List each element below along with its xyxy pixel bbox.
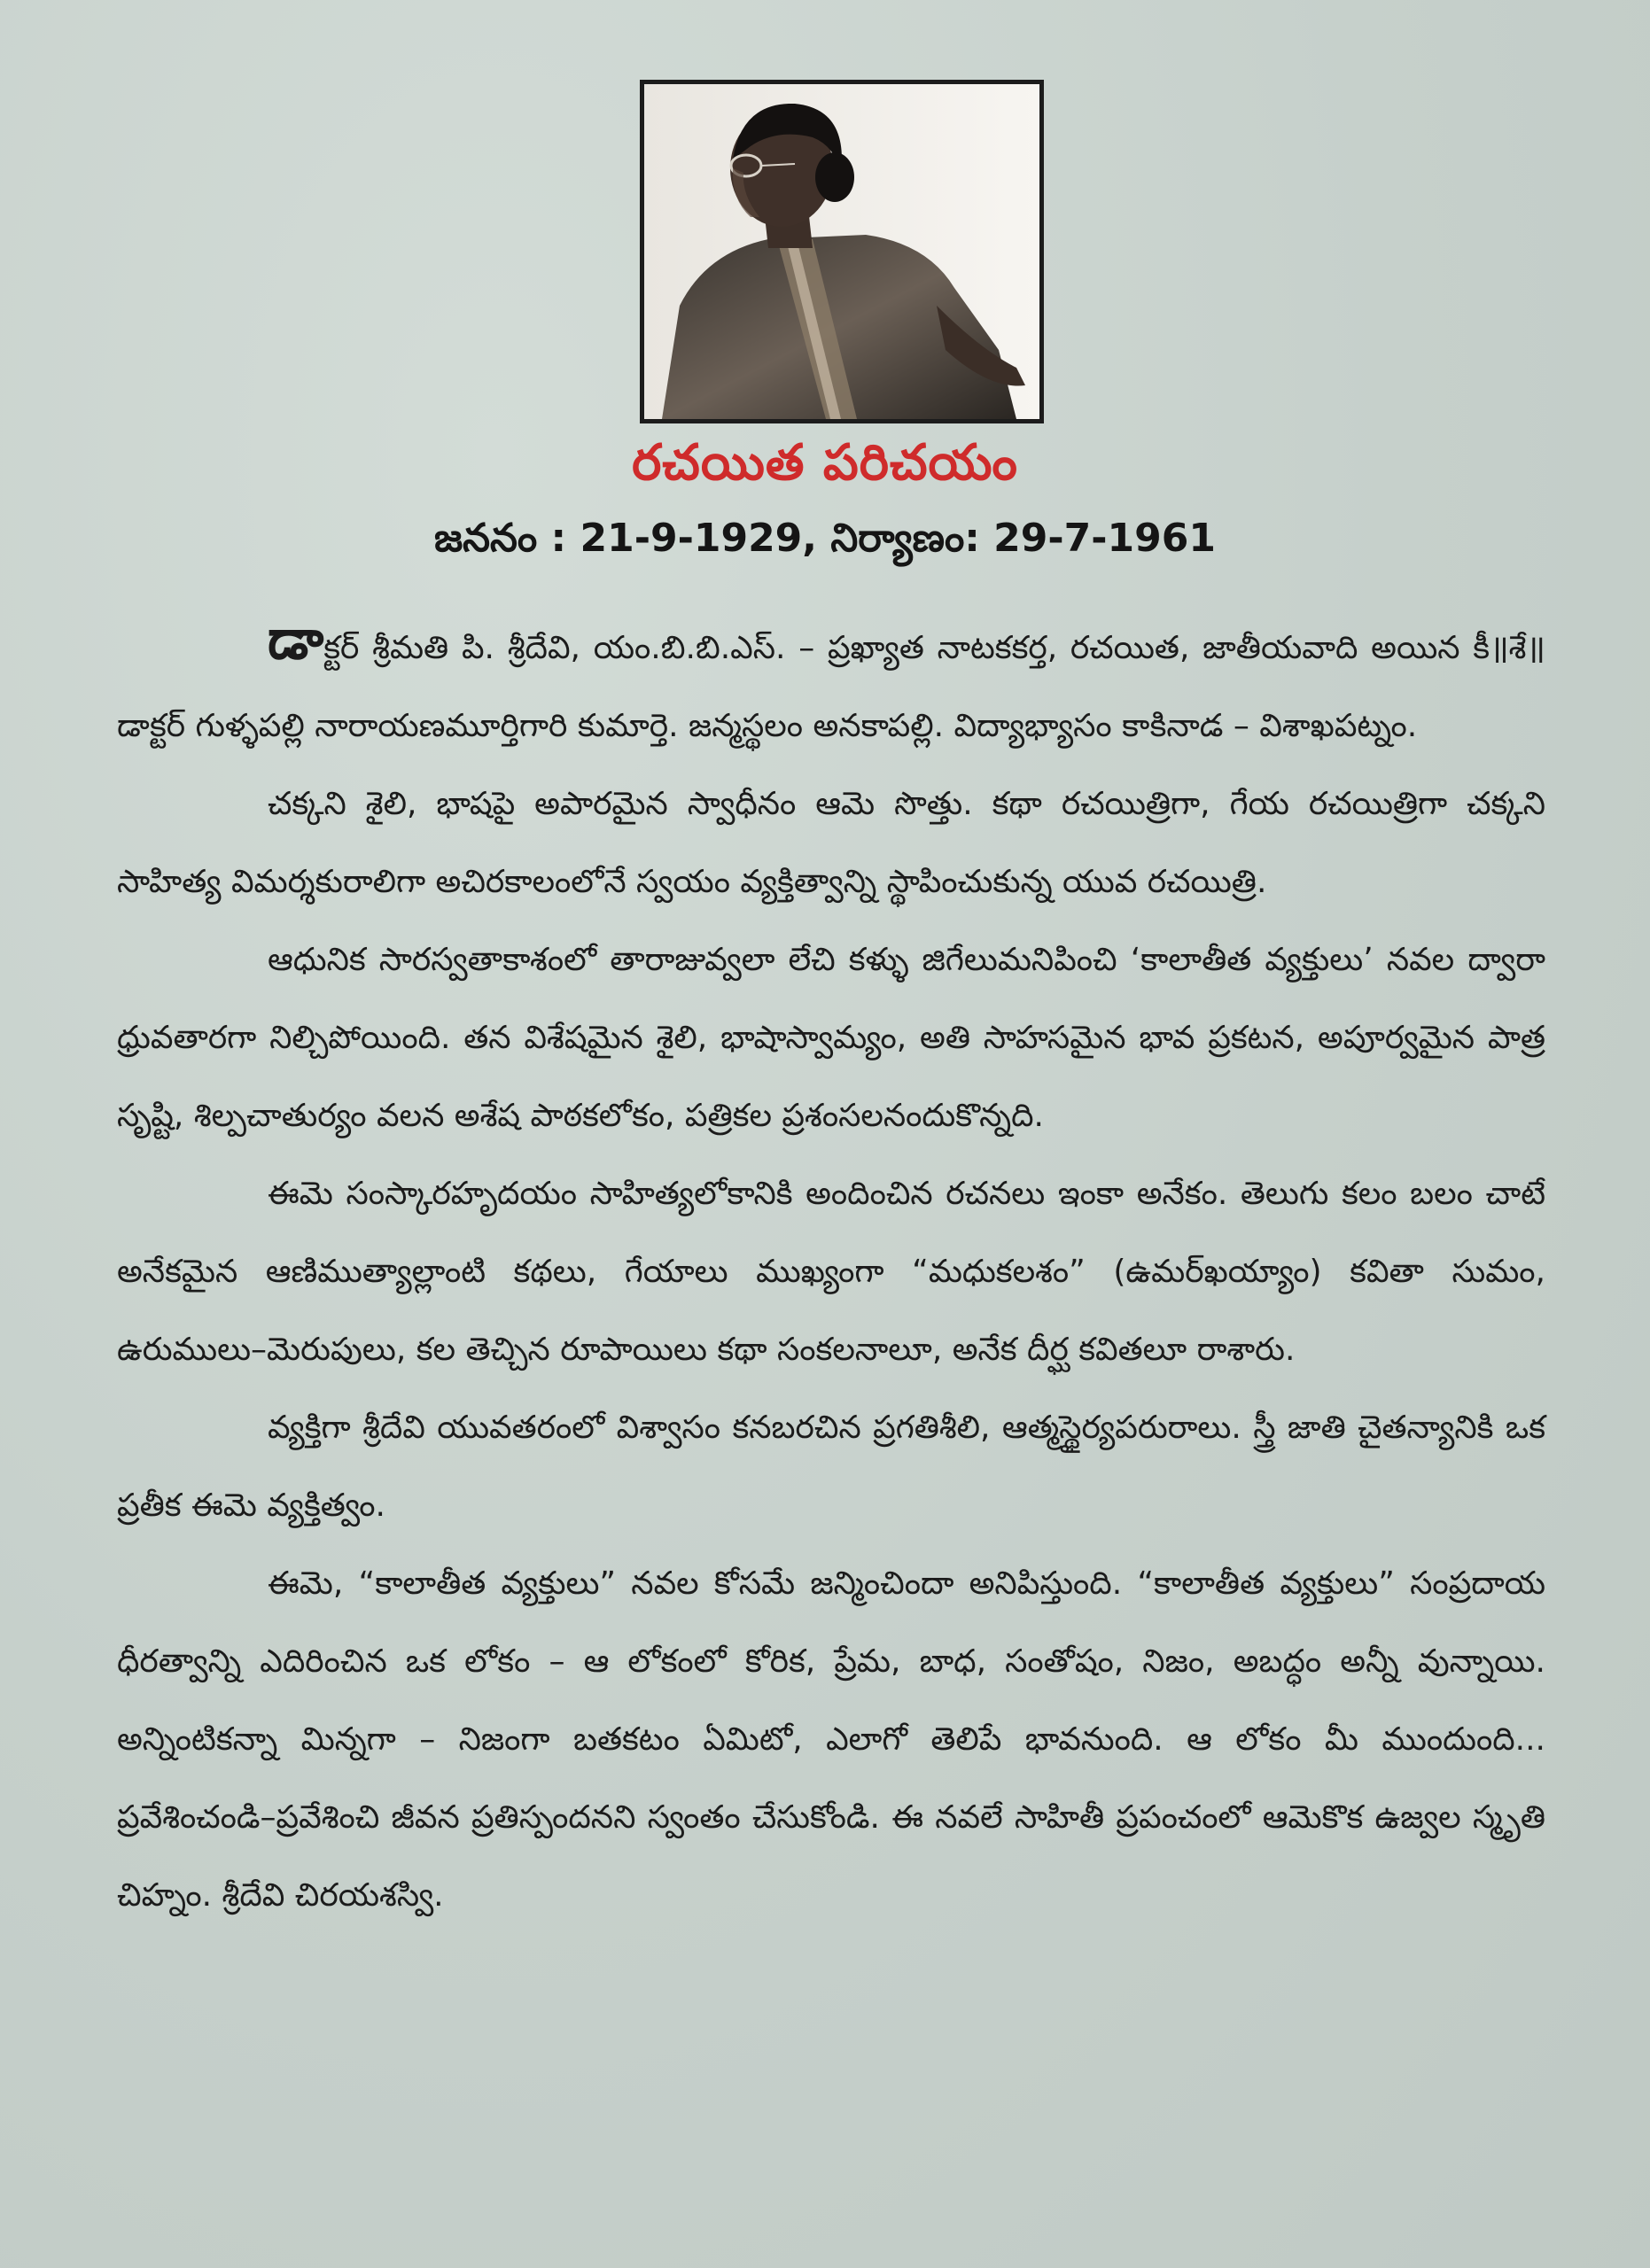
author-dates: జననం : 21-9-1929, నిర్యాణం: 29-7-1961 — [433, 516, 1216, 561]
paragraph-text: ఈమె, “కాలాతీత వ్యక్తులు” నవల కోసమే జన్మించిందా అనిపిస్తుంది. “కాలాతీత వ్యక్తులు” సంప్రదాయ ధీరత్వాన్ని ఎదిరించిన ఒక లోకం – ఆ లోకంలో కోరిక, ప్రేమ, బాధ, సంతోషం, నిజం, అబద్ధం అన్నీ వున్నాయి. అన్నింటికన్నా మిన్నగా – నిజంగా బతకటం ఏమిటో, ఎలాగో తెలిపే భావనుంది. ఆ లోకం మీ ముందుంది... ప్రవేశించండి–ప్రవేశించి జీవన ప్రతిస్పందనని స్వంతం చేసుకోండి. ఈ నవలే సాహితీ ప్రపంచంలో ఆమెకొక ఉజ్వల స్మృతి చిహ్నం. శ్రీదేవి చిరయశస్వి. — [117, 1565, 1545, 1914]
author-biography — [117, 607, 1545, 1935]
biography-paragraph — [117, 1389, 1545, 1545]
biography-paragraph — [117, 921, 1545, 1155]
paragraph-text: ఈమె సంస్కారహృదయం సాహిత్యలోకానికి అందించిన రచనలు ఇంకా అనేకం. తెలుగు కలం బలం చాటే అనేకమైన ఆణిముత్యాల్లాంటి కథలు, గేయాలు ముఖ్యంగా “మధుకలశం” (ఉమర్‌ఖయ్యాం) కవితా సుమం, ఉరుములు–మెరుపులు, కల తెచ్చిన రూపాయిలు కథా సంకలనాలూ, అనేక దీర్ఘ కవితలూ రాశారు. — [117, 1176, 1545, 1368]
author-portrait — [640, 80, 1044, 423]
paragraph-text: చక్కని శైలి, భాషపై అపారమైన స్వాధీనం ఆమె సొత్తు. కథా రచయిత్రిగా, గేయ రచయిత్రిగా చక్కని సాహిత్య విమర్శకురాలిగా అచిరకాలంలోనే స్వయం వ్యక్తిత్వాన్ని స్థాపించుకున్న యువ రచయిత్రి. — [117, 786, 1545, 900]
paragraph-text: వ్యక్తిగా శ్రీదేవి యువతరంలో విశ్వాసం కనబరచిన ప్రగతిశీలి, ఆత్మస్థైర్యపరురాలు. స్త్రీ జాతి చైతన్యానికి ఒక ప్రతీక ఈమె వ్యక్తిత్వం. — [117, 1410, 1545, 1524]
page-title: రచయిత పరిచయం — [632, 434, 1018, 492]
biography-paragraph — [117, 607, 1545, 765]
paragraph-text: క్టర్ శ్రీమతి పి. శ్రీదేవి, యం.బి.బి.ఎస్. – ప్రఖ్యాత నాటకకర్త, రచయిత, జాతీయవాది అయిన కీ॥శే॥ డాక్టర్ గుళ్ళపల్లి నారాయణమూర్తిగారి కుమార్తె. జన్మస్థలం అనకాపల్లి. విద్యాభ్యాసం కాకినాడ – విశాఖపట్నం. — [117, 630, 1545, 744]
biography-paragraph — [117, 1545, 1545, 1935]
author-portrait-image — [644, 84, 1039, 419]
biography-paragraph — [117, 765, 1545, 921]
biography-paragraph — [117, 1155, 1545, 1389]
drop-cap: డా — [268, 607, 324, 672]
paragraph-text: ఆధునిక సారస్వతాకాశంలో తారాజువ్వలా లేచి కళ్ళు జిగేలుమనిపించి ‘కాలాతీత వ్యక్తులు’ నవల ద్వారా ధ్రువతారగా నిల్చిపోయింది. తన విశేషమైన శైలి, భాషాస్వామ్యం, అతి సాహసమైన భావ ప్రకటన, అపూర్వమైన పాత్ర సృష్టి, శిల్పచాతుర్యం వలన అశేష పాఠకలోకం, పత్రికల ప్రశంసలనందుకొన్నది. — [117, 942, 1545, 1134]
